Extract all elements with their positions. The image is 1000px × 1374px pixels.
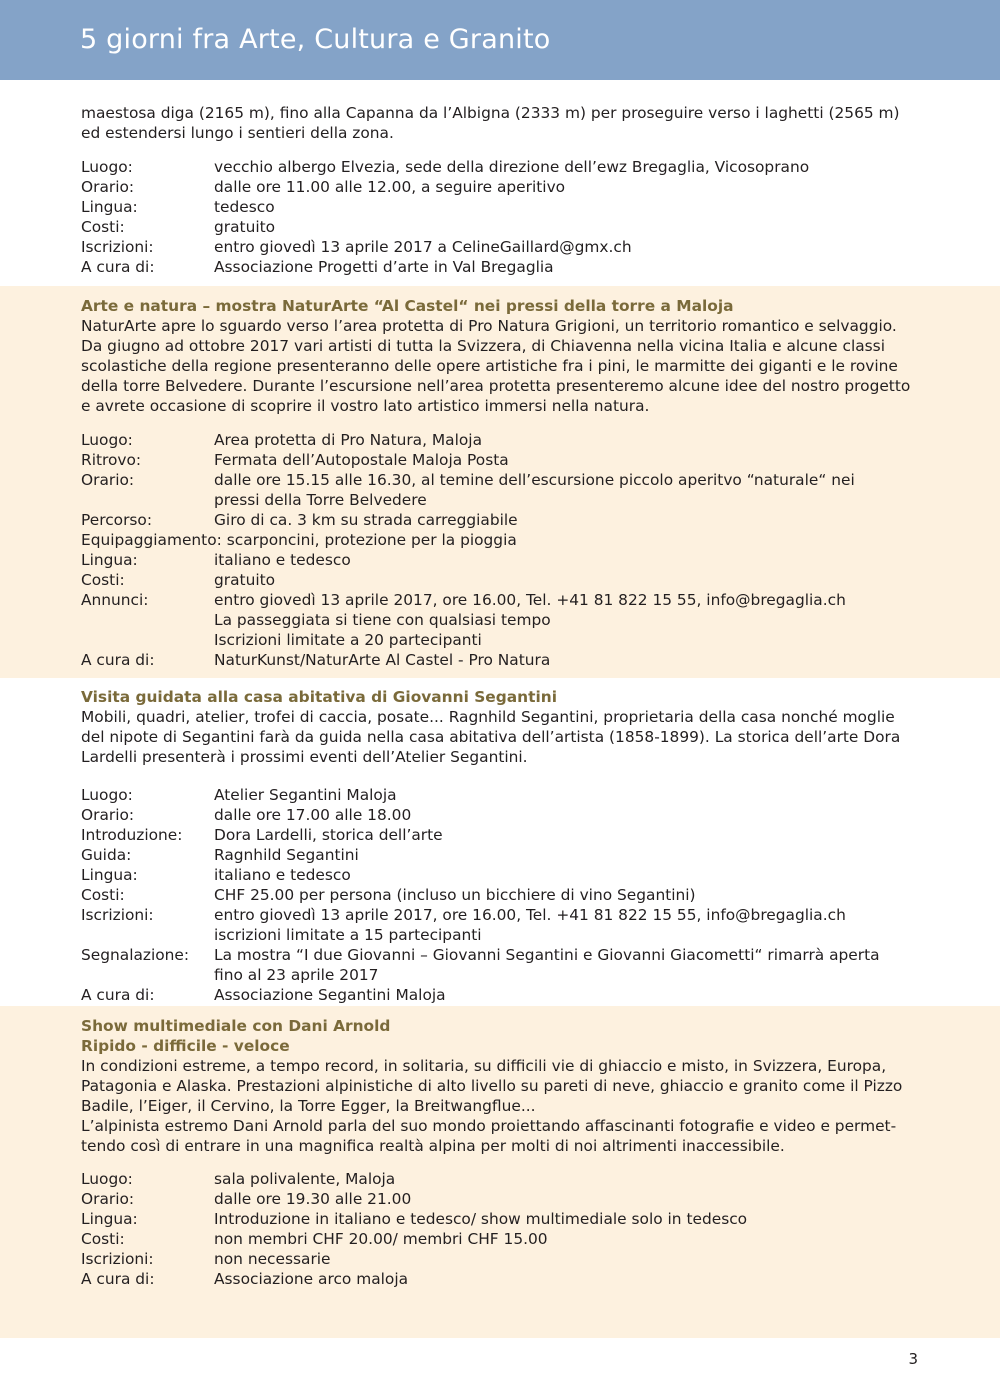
- info-row: [81, 530, 855, 550]
- body-line: tendo così di entrare in una magnifica realtà alpina per molti di noi altrimenti inaccessibile.: [81, 1137, 785, 1155]
- body-line: e avrete occasione di scoprire il vostro lato artistico immersi nella natura.: [81, 397, 650, 415]
- page-number: 3: [908, 1350, 918, 1368]
- info-row: [81, 650, 855, 670]
- info-row: [81, 905, 880, 945]
- info-value: Associazione arco maloja: [214, 1270, 409, 1288]
- info-value: pressi della Torre Belvedere: [214, 491, 427, 509]
- info-label: Costi:: [81, 571, 125, 589]
- info-label: Costi:: [81, 886, 125, 904]
- info-value: tedesco: [214, 198, 275, 216]
- body-line: della torre Belvedere. Durante l’escursione nell’area protetta presenteremo alcune idee del nostro progetto: [81, 377, 911, 395]
- info-label: A cura di:: [81, 258, 155, 276]
- info-label: Iscrizioni:: [81, 238, 154, 256]
- info-label: Iscrizioni:: [81, 906, 154, 924]
- info-row: [81, 177, 809, 197]
- intro-info-table: [81, 157, 809, 277]
- info-label: Luogo:: [81, 786, 133, 804]
- info-label: Iscrizioni:: [81, 1250, 154, 1268]
- section-heading: Show multimediale con Dani Arnold: [81, 1017, 391, 1035]
- info-value: Giro di ca. 3 km su strada carreggiabile: [214, 511, 518, 529]
- info-value: italiano e tedesco: [214, 551, 351, 569]
- info-row: [81, 217, 809, 237]
- body-line: Badile, l’Eiger, il Cervino, la Torre Egger, la Breitwangflue...: [81, 1097, 536, 1115]
- info-value: dalle ore 17.00 alle 18.00: [214, 806, 412, 824]
- info-value: non necessarie: [214, 1250, 331, 1268]
- info-row: [81, 1189, 747, 1209]
- page-header: [0, 0, 1000, 80]
- info-value: Associazione Progetti d’arte in Val Bregaglia: [214, 258, 554, 276]
- info-value: dalle ore 19.30 alle 21.00: [214, 1190, 412, 1208]
- info-row: [81, 1269, 747, 1289]
- info-row: [81, 430, 855, 450]
- info-value: vecchio albergo Elvezia, sede della direzione dell’ewz Bregaglia, Vicosoprano: [214, 158, 810, 176]
- info-label: Luogo:: [81, 158, 133, 176]
- info-label: Orario:: [81, 1190, 135, 1208]
- naturarte-info-table: [81, 430, 855, 670]
- segantini-section: [0, 678, 1000, 1006]
- info-label: Annunci:: [81, 591, 149, 609]
- info-row: [81, 805, 880, 825]
- info-label: Lingua:: [81, 1210, 138, 1228]
- arnold-section: [0, 1006, 1000, 1338]
- info-value: Iscrizioni limitate a 20 partecipanti: [214, 631, 482, 649]
- info-label: Introduzione:: [81, 826, 183, 844]
- info-row: [81, 945, 880, 985]
- info-value: La mostra “I due Giovanni – Giovanni Segantini e Giovanni Giacometti“ rimarrà aperta: [214, 946, 880, 964]
- info-row: [81, 1249, 747, 1269]
- section-subheading: Ripido - difficile - veloce: [81, 1037, 290, 1055]
- info-value: fino al 23 aprile 2017: [214, 966, 379, 984]
- section-heading: Visita guidata alla casa abitativa di Giovanni Segantini: [81, 688, 557, 706]
- info-value: Ragnhild Segantini: [214, 846, 359, 864]
- info-row: [81, 1209, 747, 1229]
- info-label: Costi:: [81, 1230, 125, 1248]
- info-value: La passeggiata si tiene con qualsiasi tempo: [214, 611, 551, 629]
- info-value: entro giovedì 13 aprile 2017, ore 16.00, Tel. +41 81 822 15 55, info@bregaglia.ch: [214, 906, 846, 924]
- intro-line: maestosa diga (2165 m), fino alla Capanna da l’Albigna (2333 m) per proseguire verso i laghetti (2565 m): [81, 104, 900, 122]
- info-value: gratuito: [214, 571, 276, 589]
- info-label: Ritrovo:: [81, 451, 142, 469]
- info-label: Guida:: [81, 846, 132, 864]
- info-value: Associazione Segantini Maloja: [214, 986, 446, 1004]
- info-label: A cura di:: [81, 986, 155, 1004]
- info-label: Luogo:: [81, 1170, 133, 1188]
- info-label: Costi:: [81, 218, 125, 236]
- info-value: Dora Lardelli, storica dell’arte: [214, 826, 443, 844]
- section-heading: Arte e natura – mostra NaturArte “Al Castel“ nei pressi della torre a Maloja: [81, 297, 734, 315]
- info-row: [81, 825, 880, 845]
- info-row: [81, 197, 809, 217]
- info-value: CHF 25.00 per persona (incluso un bicchiere di vino Segantini): [214, 886, 696, 904]
- info-row: [81, 450, 855, 470]
- body-line: L’alpinista estremo Dani Arnold parla del suo mondo proiettando affascinanti fotografie e video e permet-: [81, 1117, 897, 1135]
- naturarte-section: [0, 286, 1000, 678]
- info-value: Fermata dell’Autopostale Maloja Posta: [214, 451, 509, 469]
- info-value: dalle ore 11.00 alle 12.00, a seguire aperitivo: [214, 178, 566, 196]
- equipment-row: Equipaggiamento: scarponcini, protezione per la pioggia: [81, 531, 517, 549]
- info-label: Orario:: [81, 178, 135, 196]
- body-line: del nipote di Segantini farà da guida nella casa abitativa dell’artista (1858-1899). La storica dell’arte Dora: [81, 728, 901, 746]
- info-row: [81, 570, 855, 590]
- info-value: Introduzione in italiano e tedesco/ show multimediale solo in tedesco: [214, 1210, 748, 1228]
- info-row: [81, 865, 880, 885]
- info-row: [81, 590, 855, 650]
- page-title: 5 giorni fra Arte, Cultura e Granito: [80, 24, 551, 55]
- info-label: Segnalazione:: [81, 946, 190, 964]
- info-row: [81, 1229, 747, 1249]
- info-value: iscrizioni limitate a 15 partecipanti: [214, 926, 482, 944]
- body-line: scolastiche della regione presenteranno delle opere artistiche fra i pini, le marmitte dei giganti e le rovine: [81, 357, 898, 375]
- body-line: Da giugno ad ottobre 2017 vari artisti di tutta la Svizzera, di Chiavenna nella vicina Italia e alcune classi: [81, 337, 885, 355]
- info-value: entro giovedì 13 aprile 2017 a CelineGaillard@gmx.ch: [214, 238, 632, 256]
- body-line: Mobili, quadri, atelier, trofei di caccia, posate... Ragnhild Segantini, proprietaria della casa nonché moglie: [81, 708, 895, 726]
- info-label: Lingua:: [81, 551, 138, 569]
- intro-line: ed estendersi lungo i sentieri della zona.: [81, 124, 394, 142]
- info-label: A cura di:: [81, 651, 155, 669]
- info-row: [81, 885, 880, 905]
- info-value: Atelier Segantini Maloja: [214, 786, 397, 804]
- body-line: Patagonia e Alaska. Prestazioni alpinistiche di alto livello su pareti di neve, ghiaccio e granito come il Pizzo: [81, 1077, 903, 1095]
- segantini-info-table: [81, 785, 880, 1005]
- info-value: entro giovedì 13 aprile 2017, ore 16.00, Tel. +41 81 822 15 55, info@bregaglia.ch: [214, 591, 846, 609]
- info-row: [81, 257, 809, 277]
- info-value: non membri CHF 20.00/ membri CHF 15.00: [214, 1230, 548, 1248]
- info-value: NaturKunst/NaturArte Al Castel - Pro Natura: [214, 651, 551, 669]
- intro-section: [0, 80, 1000, 286]
- info-label: Orario:: [81, 471, 135, 489]
- info-row: [81, 1169, 747, 1189]
- info-value: italiano e tedesco: [214, 866, 351, 884]
- info-label: Orario:: [81, 806, 135, 824]
- info-row: [81, 510, 855, 530]
- info-row: [81, 785, 880, 805]
- info-label: Lingua:: [81, 866, 138, 884]
- info-value: sala polivalente, Maloja: [214, 1170, 396, 1188]
- body-line: NaturArte apre lo sguardo verso l’area protetta di Pro Natura Grigioni, un territorio romantico e selvaggio.: [81, 317, 897, 335]
- info-row: [81, 157, 809, 177]
- info-label: Percorso:: [81, 511, 153, 529]
- info-row: [81, 845, 880, 865]
- body-line: Lardelli presenterà i prossimi eventi dell’Atelier Segantini.: [81, 748, 528, 766]
- arnold-info-table: [81, 1169, 747, 1289]
- info-value: dalle ore 15.15 alle 16.30, al temine dell’escursione piccolo aperitvo “naturale“ nei: [214, 471, 855, 489]
- info-row: [81, 470, 855, 510]
- info-row: [81, 237, 809, 257]
- body-line: In condizioni estreme, a tempo record, in solitaria, su difficili vie di ghiaccio e misto, in Svizzera, Europa,: [81, 1057, 887, 1075]
- info-row: [81, 550, 855, 570]
- info-row: [81, 985, 880, 1005]
- info-value: gratuito: [214, 218, 276, 236]
- info-label: Luogo:: [81, 431, 133, 449]
- info-label: Lingua:: [81, 198, 138, 216]
- info-label: A cura di:: [81, 1270, 155, 1288]
- info-value: Area protetta di Pro Natura, Maloja: [214, 431, 483, 449]
